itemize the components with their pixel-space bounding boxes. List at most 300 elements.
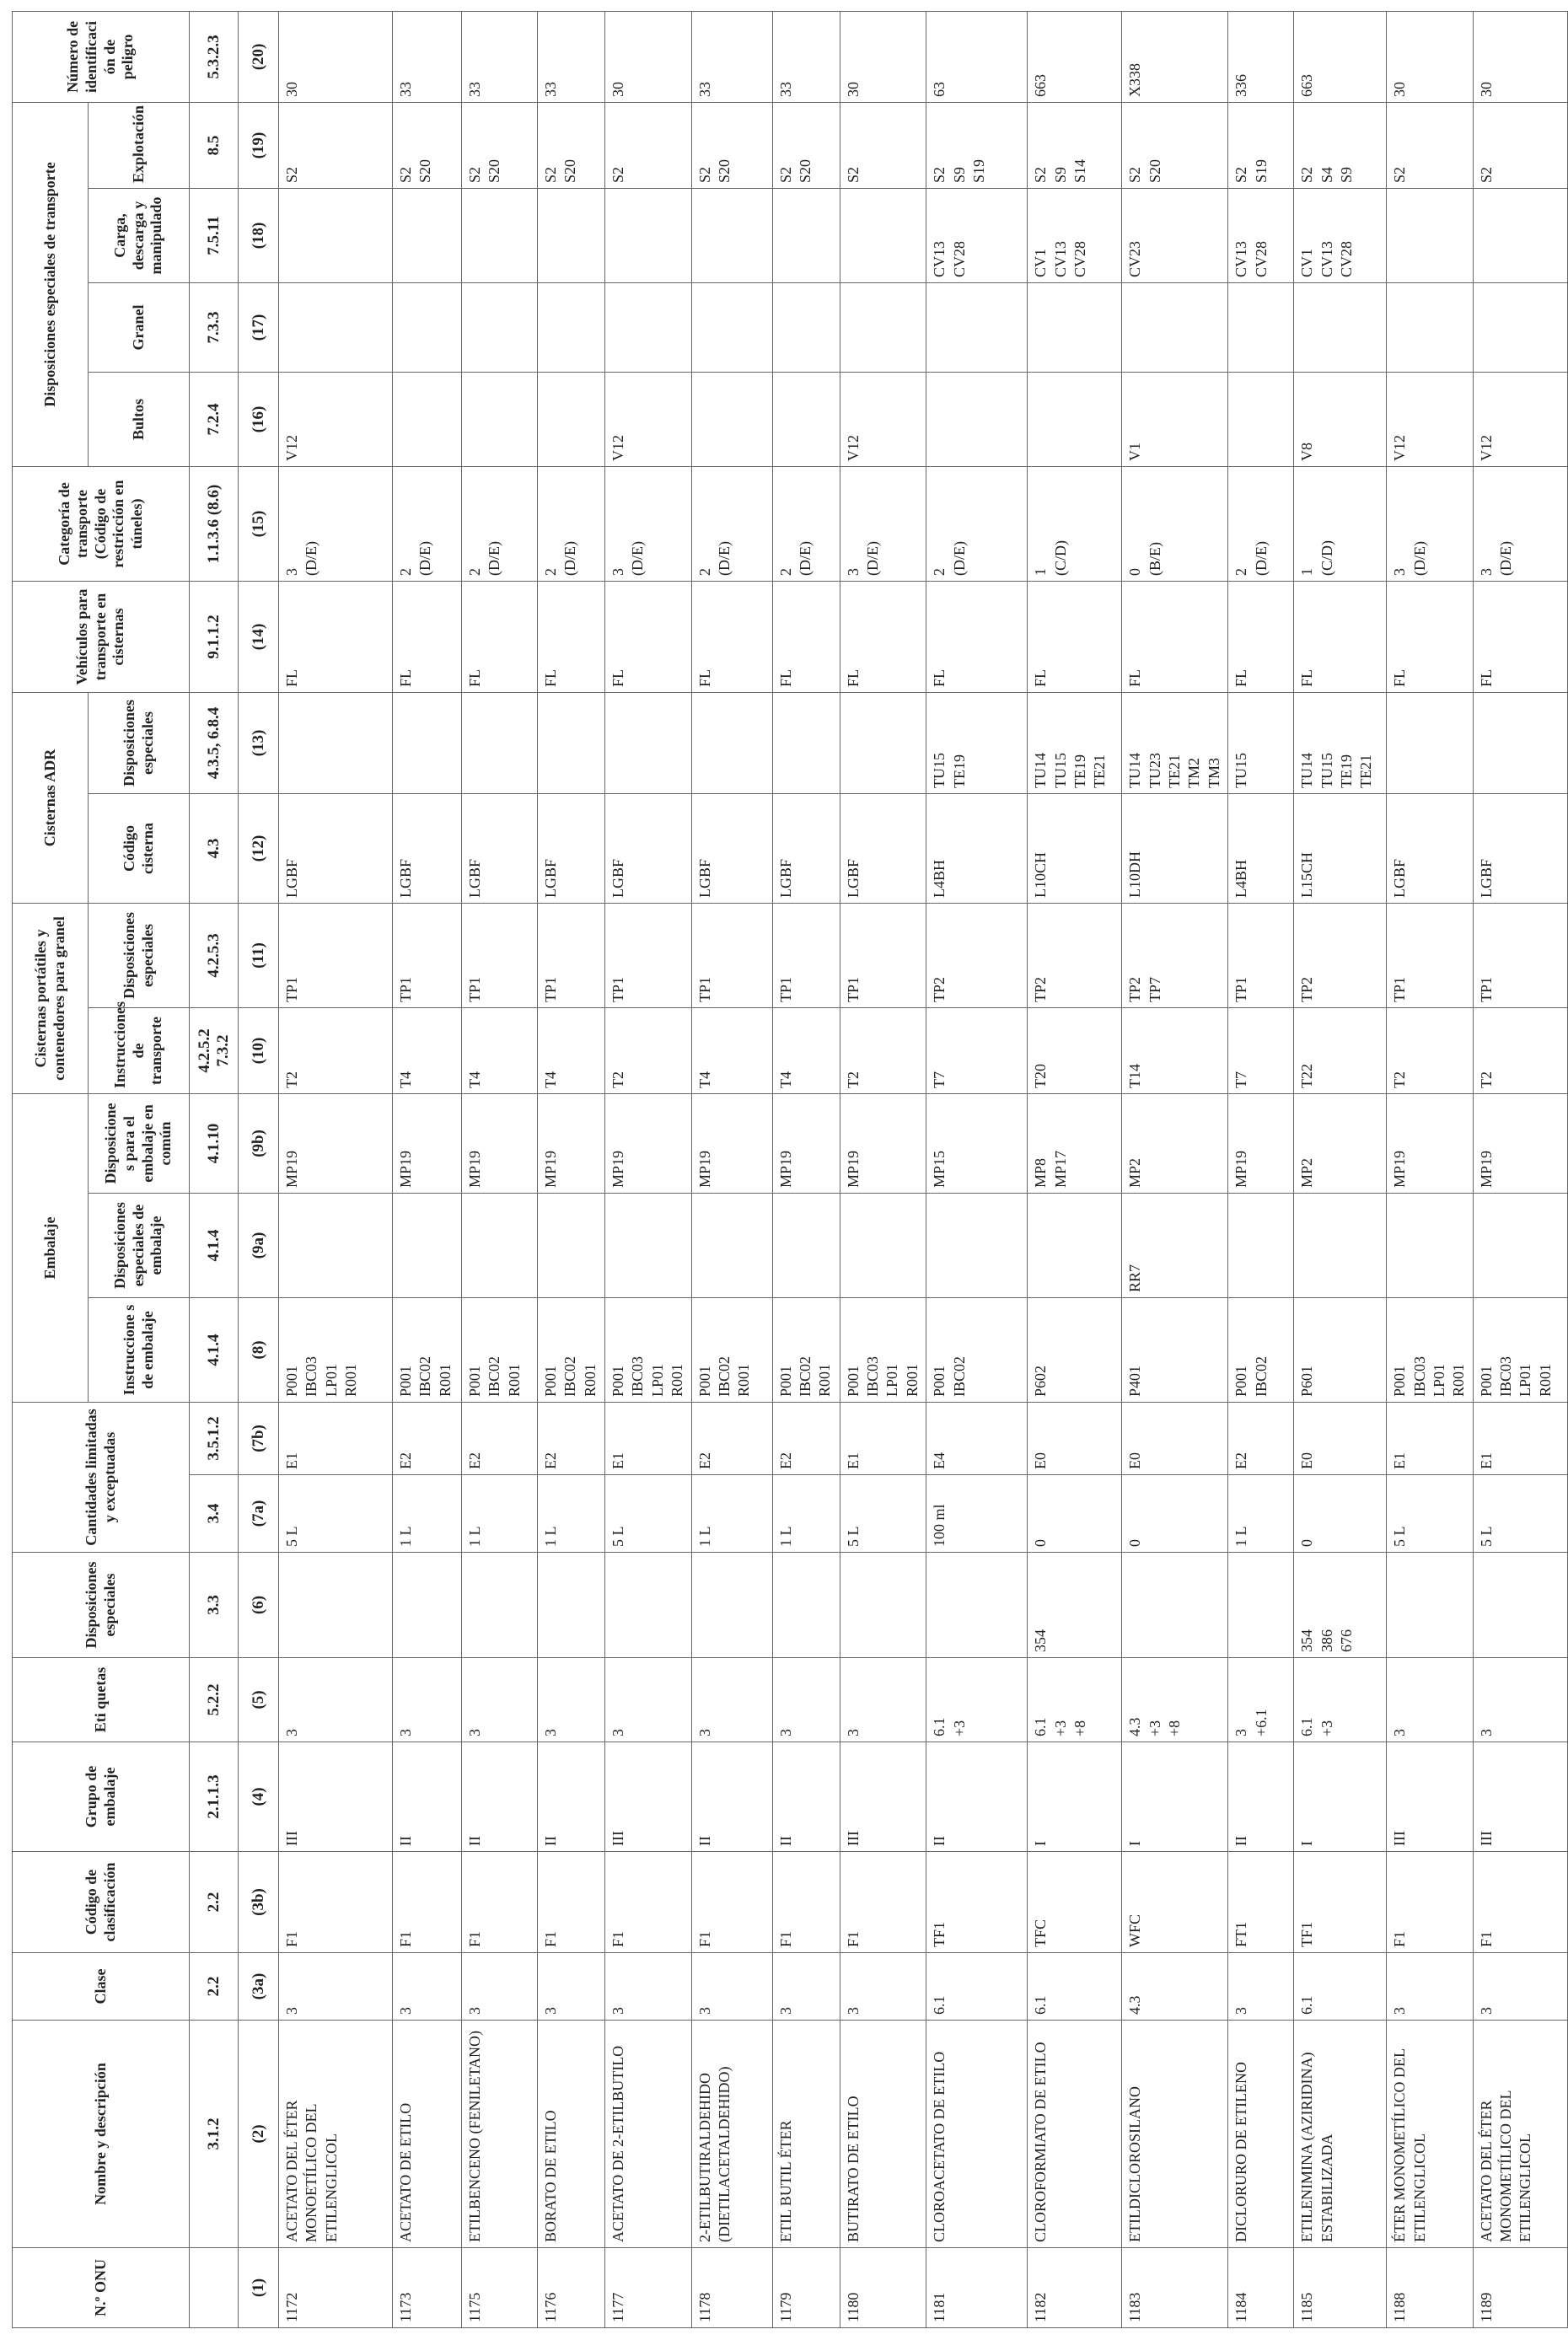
header-hazard-id: Número de identificaci ón de peligro — [13, 11, 190, 102]
table-cell — [840, 1194, 926, 1298]
column-number-cell-12: (10) — [239, 1008, 279, 1094]
table-cell: E2 — [1228, 1403, 1294, 1475]
table-cell: FL — [1473, 582, 1567, 693]
header-adr-tanks: Cisternas ADR — [13, 693, 89, 904]
column-number-cell-19: (17) — [239, 283, 279, 373]
reference-cell-12: 4.2.5.2 7.3.2 — [190, 1008, 239, 1094]
header-portable-instructions: Instrucciones de transporte — [89, 1008, 190, 1094]
table-cell: 30 — [1473, 11, 1567, 102]
table-cell — [605, 283, 692, 373]
table-row — [1228, 11, 1294, 2327]
header-packing-group: Grupo de embalaje — [13, 1742, 190, 1852]
table-cell — [393, 693, 462, 794]
table-cell: RR7 — [1122, 1194, 1228, 1298]
column-number-cell-8: (7b) — [239, 1403, 279, 1475]
table-cell: ETILENIMINA (AZIRIDINA) ESTABILIZADA — [1294, 2021, 1387, 2248]
table-cell: 663 — [1294, 11, 1387, 102]
reference-cell-13: 4.2.5.3 — [190, 904, 239, 1008]
header-packaging: Embalaje — [13, 1094, 89, 1403]
header-mixed-packing: Disposicione s para el embalaje en común — [89, 1094, 190, 1194]
table-cell — [393, 283, 462, 373]
table-cell: 30 — [1387, 11, 1474, 102]
table-cell: 3 (D/E) — [1473, 467, 1567, 582]
reference-cell-1: 3.1.2 — [190, 2021, 239, 2248]
table-cell: FL — [772, 582, 840, 693]
table-cell: S2 — [1473, 102, 1567, 188]
table-cell: 1176 — [538, 2248, 605, 2328]
table-cell — [772, 189, 840, 283]
table-row — [840, 11, 926, 2327]
table-cell: E0 — [1294, 1403, 1387, 1475]
table-cell: S2 S20 — [772, 102, 840, 188]
table-cell: TFC — [1028, 1852, 1122, 1953]
table-cell: 33 — [772, 11, 840, 102]
table-cell: ÉTER MONOMETÍLICO DEL ETILENGLICOL — [1387, 2021, 1474, 2248]
table-cell: DICLORURO DE ETILENO — [1228, 2021, 1294, 2248]
table-cell: LGBF — [462, 794, 538, 904]
reference-cell-21: 8.5 — [190, 102, 239, 188]
table-cell — [1294, 1194, 1387, 1298]
table-cell — [393, 1194, 462, 1298]
reference-cell-9: 4.1.4 — [190, 1298, 239, 1403]
table-cell: S2 — [1387, 102, 1474, 188]
table-cell: 30 — [279, 11, 393, 102]
table-cell: T4 — [393, 1008, 462, 1094]
table-cell: TP1 — [393, 904, 462, 1008]
table-cell: 2 (D/E) — [462, 467, 538, 582]
header-un-no: N.º ONU — [13, 2248, 190, 2328]
table-cell: S2 — [605, 102, 692, 188]
table-cell: 30 — [605, 11, 692, 102]
table-cell — [691, 693, 772, 794]
table-cell: FL — [691, 582, 772, 693]
table-cell: S2 S9 S19 — [926, 102, 1028, 188]
table-cell: 4.3 — [1122, 1953, 1228, 2021]
column-number-cell-18: (16) — [239, 373, 279, 467]
table-cell: 3 — [1387, 1658, 1474, 1742]
table-cell — [279, 693, 393, 794]
table-cell: 4.3 +3 +8 — [1122, 1658, 1228, 1742]
column-number-cell-14: (12) — [239, 794, 279, 904]
table-cell: 3 — [538, 1953, 605, 2021]
header-vehicle: Vehículos para transporte en cisternas — [13, 582, 190, 693]
table-cell — [772, 1553, 840, 1658]
table-cell: III — [279, 1742, 393, 1852]
table-cell: 1 L — [1228, 1475, 1294, 1553]
table-cell — [691, 189, 772, 283]
table-cell: TP1 — [605, 904, 692, 1008]
table-cell: P001 IBC03 LP01 R001 — [279, 1298, 393, 1403]
table-cell: 33 — [393, 11, 462, 102]
table-cell: 33 — [462, 11, 538, 102]
table-cell: 3 — [393, 1658, 462, 1742]
table-cell: MP19 — [1473, 1094, 1567, 1194]
table-cell: P601 — [1294, 1298, 1387, 1403]
table-cell — [462, 189, 538, 283]
table-cell: E2 — [538, 1403, 605, 1475]
table-cell: 1173 — [393, 2248, 462, 2328]
table-cell: TP1 — [772, 904, 840, 1008]
table-cell: 1179 — [772, 2248, 840, 2328]
table-cell — [462, 1194, 538, 1298]
table-cell: 2 (D/E) — [538, 467, 605, 582]
table-cell: 3 (D/E) — [1387, 467, 1474, 582]
table-cell: LGBF — [772, 794, 840, 904]
table-cell: 6.1 +3 +8 — [1028, 1658, 1122, 1742]
table-cell: 3 — [279, 1658, 393, 1742]
table-cell: FL — [1228, 582, 1294, 693]
table-cell: CV1 CV13 CV28 — [1294, 189, 1387, 283]
table-cell: L4BH — [926, 794, 1028, 904]
column-number-cell-16: (14) — [239, 582, 279, 693]
table-cell: MP19 — [538, 1094, 605, 1194]
table-cell: II — [393, 1742, 462, 1852]
table-cell — [1294, 283, 1387, 373]
reference-cell-22: 5.3.2.3 — [190, 11, 239, 102]
header-portable-tanks: Cisternas portátiles y contenedores para granel — [13, 904, 89, 1094]
table-cell — [1473, 1553, 1567, 1658]
table-cell: T4 — [538, 1008, 605, 1094]
table-cell: TP2 — [1028, 904, 1122, 1008]
header-pack-special: Disposiciones especiales de embalaje — [89, 1194, 190, 1298]
table-cell: 1 L — [538, 1475, 605, 1553]
table-cell: 3 — [538, 1658, 605, 1742]
table-cell: F1 — [1387, 1852, 1474, 1953]
table-cell: FT1 — [1228, 1852, 1294, 1953]
table-cell: 6.1 — [1294, 1953, 1387, 2021]
column-number-cell-11: (9b) — [239, 1094, 279, 1194]
table-cell: FL — [926, 582, 1028, 693]
table-cell — [1228, 283, 1294, 373]
table-cell: 1188 — [1387, 2248, 1474, 2328]
table-cell: L15CH — [1294, 794, 1387, 904]
table-cell: MP2 — [1294, 1094, 1387, 1194]
table-cell: 1189 — [1473, 2248, 1567, 2328]
table-cell: 0 — [1028, 1475, 1122, 1553]
table-cell — [1122, 1553, 1228, 1658]
table-cell — [1387, 693, 1474, 794]
table-cell: 3 +6.1 — [1228, 1658, 1294, 1742]
table-cell: TP1 — [691, 904, 772, 1008]
table-cell: E2 — [393, 1403, 462, 1475]
table-cell — [1028, 283, 1122, 373]
table-cell: S2 — [279, 102, 393, 188]
table-cell: F1 — [1473, 1852, 1567, 1953]
table-cell: V8 — [1294, 373, 1387, 467]
table-row — [393, 11, 462, 2327]
table-cell: S2 S19 — [1228, 102, 1294, 188]
table-cell: 1183 — [1122, 2248, 1228, 2328]
table-row — [1028, 11, 1122, 2327]
table-cell: P001 IBC02 — [1228, 1298, 1294, 1403]
table-cell: BUTIRATO DE ETILO — [840, 2021, 926, 2248]
table-cell — [279, 189, 393, 283]
column-number-cell-9: (8) — [239, 1298, 279, 1403]
table-cell: 3 (D/E) — [840, 467, 926, 582]
header-transport-category: Categoría de transporte (Código de restricción en túneles) — [13, 467, 190, 582]
table-cell: 3 (D/E) — [605, 467, 692, 582]
table-cell: 2 (D/E) — [772, 467, 840, 582]
table-cell: MP19 — [462, 1094, 538, 1194]
header-labels: Eti quetas — [13, 1658, 190, 1742]
table-cell: ETILBENCENO (FENILETANO) — [462, 2021, 538, 2248]
table-cell: T14 — [1122, 1008, 1228, 1094]
table-cell: TP1 — [538, 904, 605, 1008]
header-bulk: Granel — [89, 283, 190, 373]
table-cell: 1 L — [691, 1475, 772, 1553]
table-row — [1122, 11, 1228, 2327]
table-cell: MP8 MP17 — [1028, 1094, 1122, 1194]
table-cell: P001 IBC02 R001 — [462, 1298, 538, 1403]
table-cell — [1473, 189, 1567, 283]
table-cell: 5 L — [1473, 1475, 1567, 1553]
table-cell: 100 ml — [926, 1475, 1028, 1553]
column-number-cell-17: (15) — [239, 467, 279, 582]
table-cell: 1184 — [1228, 2248, 1294, 2328]
table-cell — [462, 1553, 538, 1658]
table-cell: II — [772, 1742, 840, 1852]
table-cell: P602 — [1028, 1298, 1122, 1403]
column-number-cell-7: (7a) — [239, 1475, 279, 1553]
table-cell — [538, 1194, 605, 1298]
table-cell: 63 — [926, 11, 1028, 102]
table-cell: BORATO DE ETILO — [538, 2021, 605, 2248]
table-cell: II — [691, 1742, 772, 1852]
table-cell — [1387, 283, 1474, 373]
table-cell: FL — [1122, 582, 1228, 693]
table-cell — [691, 283, 772, 373]
table-cell: II — [538, 1742, 605, 1852]
table-cell: ETILDICLOROSILANO — [1122, 2021, 1228, 2248]
table-cell: TP2 — [1294, 904, 1387, 1008]
table-cell: F1 — [691, 1852, 772, 1953]
table-cell: 3 — [462, 1953, 538, 2021]
table-cell: 3 — [840, 1658, 926, 1742]
header-operation: Explotación — [89, 102, 190, 188]
table-cell: F1 — [393, 1852, 462, 1953]
table-cell: 33 — [691, 11, 772, 102]
column-number-cell-3: (3b) — [239, 1852, 279, 1953]
header-tank-code: Código cisterna — [89, 794, 190, 904]
table-cell — [279, 1553, 393, 1658]
header-portable-special: Disposiciones especiales — [89, 904, 190, 1008]
table-cell: FL — [1028, 582, 1122, 693]
table-cell — [605, 189, 692, 283]
table-cell — [691, 373, 772, 467]
table-cell: E2 — [691, 1403, 772, 1475]
table-cell — [1387, 1194, 1474, 1298]
table-cell: II — [1228, 1742, 1294, 1852]
table-cell — [926, 373, 1028, 467]
table-cell — [1028, 373, 1122, 467]
column-number-cell-2: (3a) — [239, 1953, 279, 2021]
table-cell — [691, 1194, 772, 1298]
reference-cell-17: 1.1.3.6 (8.6) — [190, 467, 239, 582]
reference-cell-14: 4.3 — [190, 794, 239, 904]
table-cell: FL — [538, 582, 605, 693]
table-cell: T7 — [926, 1008, 1028, 1094]
table-cell: 3 — [772, 1953, 840, 2021]
header-special-transport: Disposiciones especiales de transporte — [13, 102, 89, 466]
table-cell — [1473, 693, 1567, 794]
table-cell: 1181 — [926, 2248, 1028, 2328]
table-cell: T4 — [462, 1008, 538, 1094]
table-cell: ACETATO DE ETILO — [393, 2021, 462, 2248]
table-cell: P001 IBC02 R001 — [772, 1298, 840, 1403]
table-cell — [1387, 189, 1474, 283]
table-cell: S2 S20 — [1122, 102, 1228, 188]
reference-cell-15: 4.3.5, 6.8.4 — [190, 693, 239, 794]
table-cell: MP19 — [691, 1094, 772, 1194]
table-cell: T4 — [691, 1008, 772, 1094]
table-cell: III — [605, 1742, 692, 1852]
table-cell: MP19 — [393, 1094, 462, 1194]
table-cell: LGBF — [1473, 794, 1567, 904]
header-name: Nombre y descripción — [13, 2021, 190, 2248]
table-cell: T4 — [772, 1008, 840, 1094]
column-number-cell-22: (20) — [239, 11, 279, 102]
table-cell: P001 IBC02 — [926, 1298, 1028, 1403]
table-row — [538, 11, 605, 2327]
table-cell: 0 (B/E) — [1122, 467, 1228, 582]
table-cell: CV23 — [1122, 189, 1228, 283]
table-cell: TF1 — [1294, 1852, 1387, 1953]
table-cell: MP19 — [1387, 1094, 1474, 1194]
table-cell: CV13 CV28 — [1228, 189, 1294, 283]
table-cell — [462, 693, 538, 794]
table-cell — [840, 1553, 926, 1658]
table-cell: 1178 — [691, 2248, 772, 2328]
table-cell: I — [1122, 1742, 1228, 1852]
table-row — [772, 11, 840, 2327]
column-number-cell-5: (5) — [239, 1658, 279, 1742]
table-cell: 1185 — [1294, 2248, 1387, 2328]
table-cell: 6.1 — [1028, 1953, 1122, 2021]
table-cell: TU15 — [1228, 693, 1294, 794]
table-cell: 5 L — [605, 1475, 692, 1553]
table-cell: ACETATO DEL ÉTER MONOETÍLICO DEL ETILENGLICOL — [279, 2021, 393, 2248]
column-number-cell-0: (1) — [239, 2248, 279, 2328]
table-cell: P001 IBC03 LP01 R001 — [605, 1298, 692, 1403]
table-cell: LGBF — [691, 794, 772, 904]
table-cell: E4 — [926, 1403, 1028, 1475]
table-cell: CLOROFORMIATO DE ETILO — [1028, 2021, 1122, 2248]
table-row — [605, 11, 692, 2327]
table-cell — [926, 1194, 1028, 1298]
table-cell — [691, 1553, 772, 1658]
table-cell: FL — [393, 582, 462, 693]
table-cell: T2 — [1473, 1008, 1567, 1094]
column-number-cell-4: (4) — [239, 1742, 279, 1852]
table-cell: III — [840, 1742, 926, 1852]
table-cell: P001 IBC02 R001 — [393, 1298, 462, 1403]
table-cell: TP1 — [279, 904, 393, 1008]
column-number-cell-1: (2) — [239, 2021, 279, 2248]
table-cell: E0 — [1122, 1403, 1228, 1475]
table-cell: E2 — [772, 1403, 840, 1475]
table-cell — [538, 373, 605, 467]
table-cell: 2 (D/E) — [1228, 467, 1294, 582]
table-cell — [1473, 1194, 1567, 1298]
reference-cell-11: 4.1.10 — [190, 1094, 239, 1194]
table-cell: S2 S20 — [393, 102, 462, 188]
table-cell: E0 — [1028, 1403, 1122, 1475]
table-cell: 663 — [1028, 11, 1122, 102]
table-cell — [840, 283, 926, 373]
table-row — [926, 11, 1028, 2327]
table-cell: 3 — [462, 1658, 538, 1742]
table-cell: P001 IBC03 LP01 R001 — [1473, 1298, 1567, 1403]
table-cell: TP1 — [462, 904, 538, 1008]
table-cell: MP19 — [840, 1094, 926, 1194]
table-cell — [1473, 283, 1567, 373]
table-cell: T22 — [1294, 1008, 1387, 1094]
header-limited-quantities: Cantidades limitadas y exceptuadas — [13, 1403, 190, 1553]
reference-cell-0 — [190, 2248, 239, 2328]
header-loading: Carga, descarga y manipulado — [89, 189, 190, 283]
table-cell: 1 (C/D) — [1028, 467, 1122, 582]
table-cell: 5 L — [1387, 1475, 1474, 1553]
table-cell: FL — [462, 582, 538, 693]
table-cell: MP19 — [605, 1094, 692, 1194]
reference-cell-10: 4.1.4 — [190, 1194, 239, 1298]
reference-cell-16: 9.1.1.2 — [190, 582, 239, 693]
table-cell: 3 — [691, 1658, 772, 1742]
table-row — [462, 11, 538, 2327]
table-cell: III — [1473, 1742, 1567, 1852]
table-cell: TU14 TU23 TE21 TM2 TM3 — [1122, 693, 1228, 794]
table-cell — [605, 693, 692, 794]
table-cell: LGBF — [605, 794, 692, 904]
table-cell: 5 L — [279, 1475, 393, 1553]
table-cell: P001 IBC02 R001 — [691, 1298, 772, 1403]
table-cell: TP1 — [1387, 904, 1474, 1008]
table-cell: MP19 — [1228, 1094, 1294, 1194]
table-cell: P001 IBC02 R001 — [538, 1298, 605, 1403]
reference-cell-20: 7.5.11 — [190, 189, 239, 283]
table-cell: T20 — [1028, 1008, 1122, 1094]
table-cell: E1 — [279, 1403, 393, 1475]
table-cell — [538, 1553, 605, 1658]
table-cell: L10DH — [1122, 794, 1228, 904]
table-cell: L10CH — [1028, 794, 1122, 904]
table-cell: F1 — [772, 1852, 840, 1953]
table-cell: 3 — [605, 1953, 692, 2021]
table-row — [1387, 11, 1474, 2327]
table-cell: F1 — [538, 1852, 605, 1953]
table-cell — [393, 373, 462, 467]
table-cell: TU14 TU15 TE19 TE21 — [1028, 693, 1122, 794]
table-cell: LGBF — [840, 794, 926, 904]
table-cell: 354 386 676 — [1294, 1553, 1387, 1658]
table-cell: S2 S20 — [462, 102, 538, 188]
table-cell: TP1 — [1473, 904, 1567, 1008]
table-cell — [393, 1553, 462, 1658]
table-cell: T2 — [1387, 1008, 1474, 1094]
table-cell: 3 — [393, 1953, 462, 2021]
table-cell: II — [462, 1742, 538, 1852]
table-cell: ETIL BUTIL ÉTER — [772, 2021, 840, 2248]
table-cell — [279, 283, 393, 373]
table-cell: 2 (D/E) — [926, 467, 1028, 582]
table-cell — [1228, 1194, 1294, 1298]
table-cell: 3 — [279, 1953, 393, 2021]
table-cell: 1177 — [605, 2248, 692, 2328]
table-cell: III — [1387, 1742, 1474, 1852]
reference-cell-8: 3.5.1.2 — [190, 1403, 239, 1475]
table-cell — [926, 283, 1028, 373]
table-cell — [462, 283, 538, 373]
